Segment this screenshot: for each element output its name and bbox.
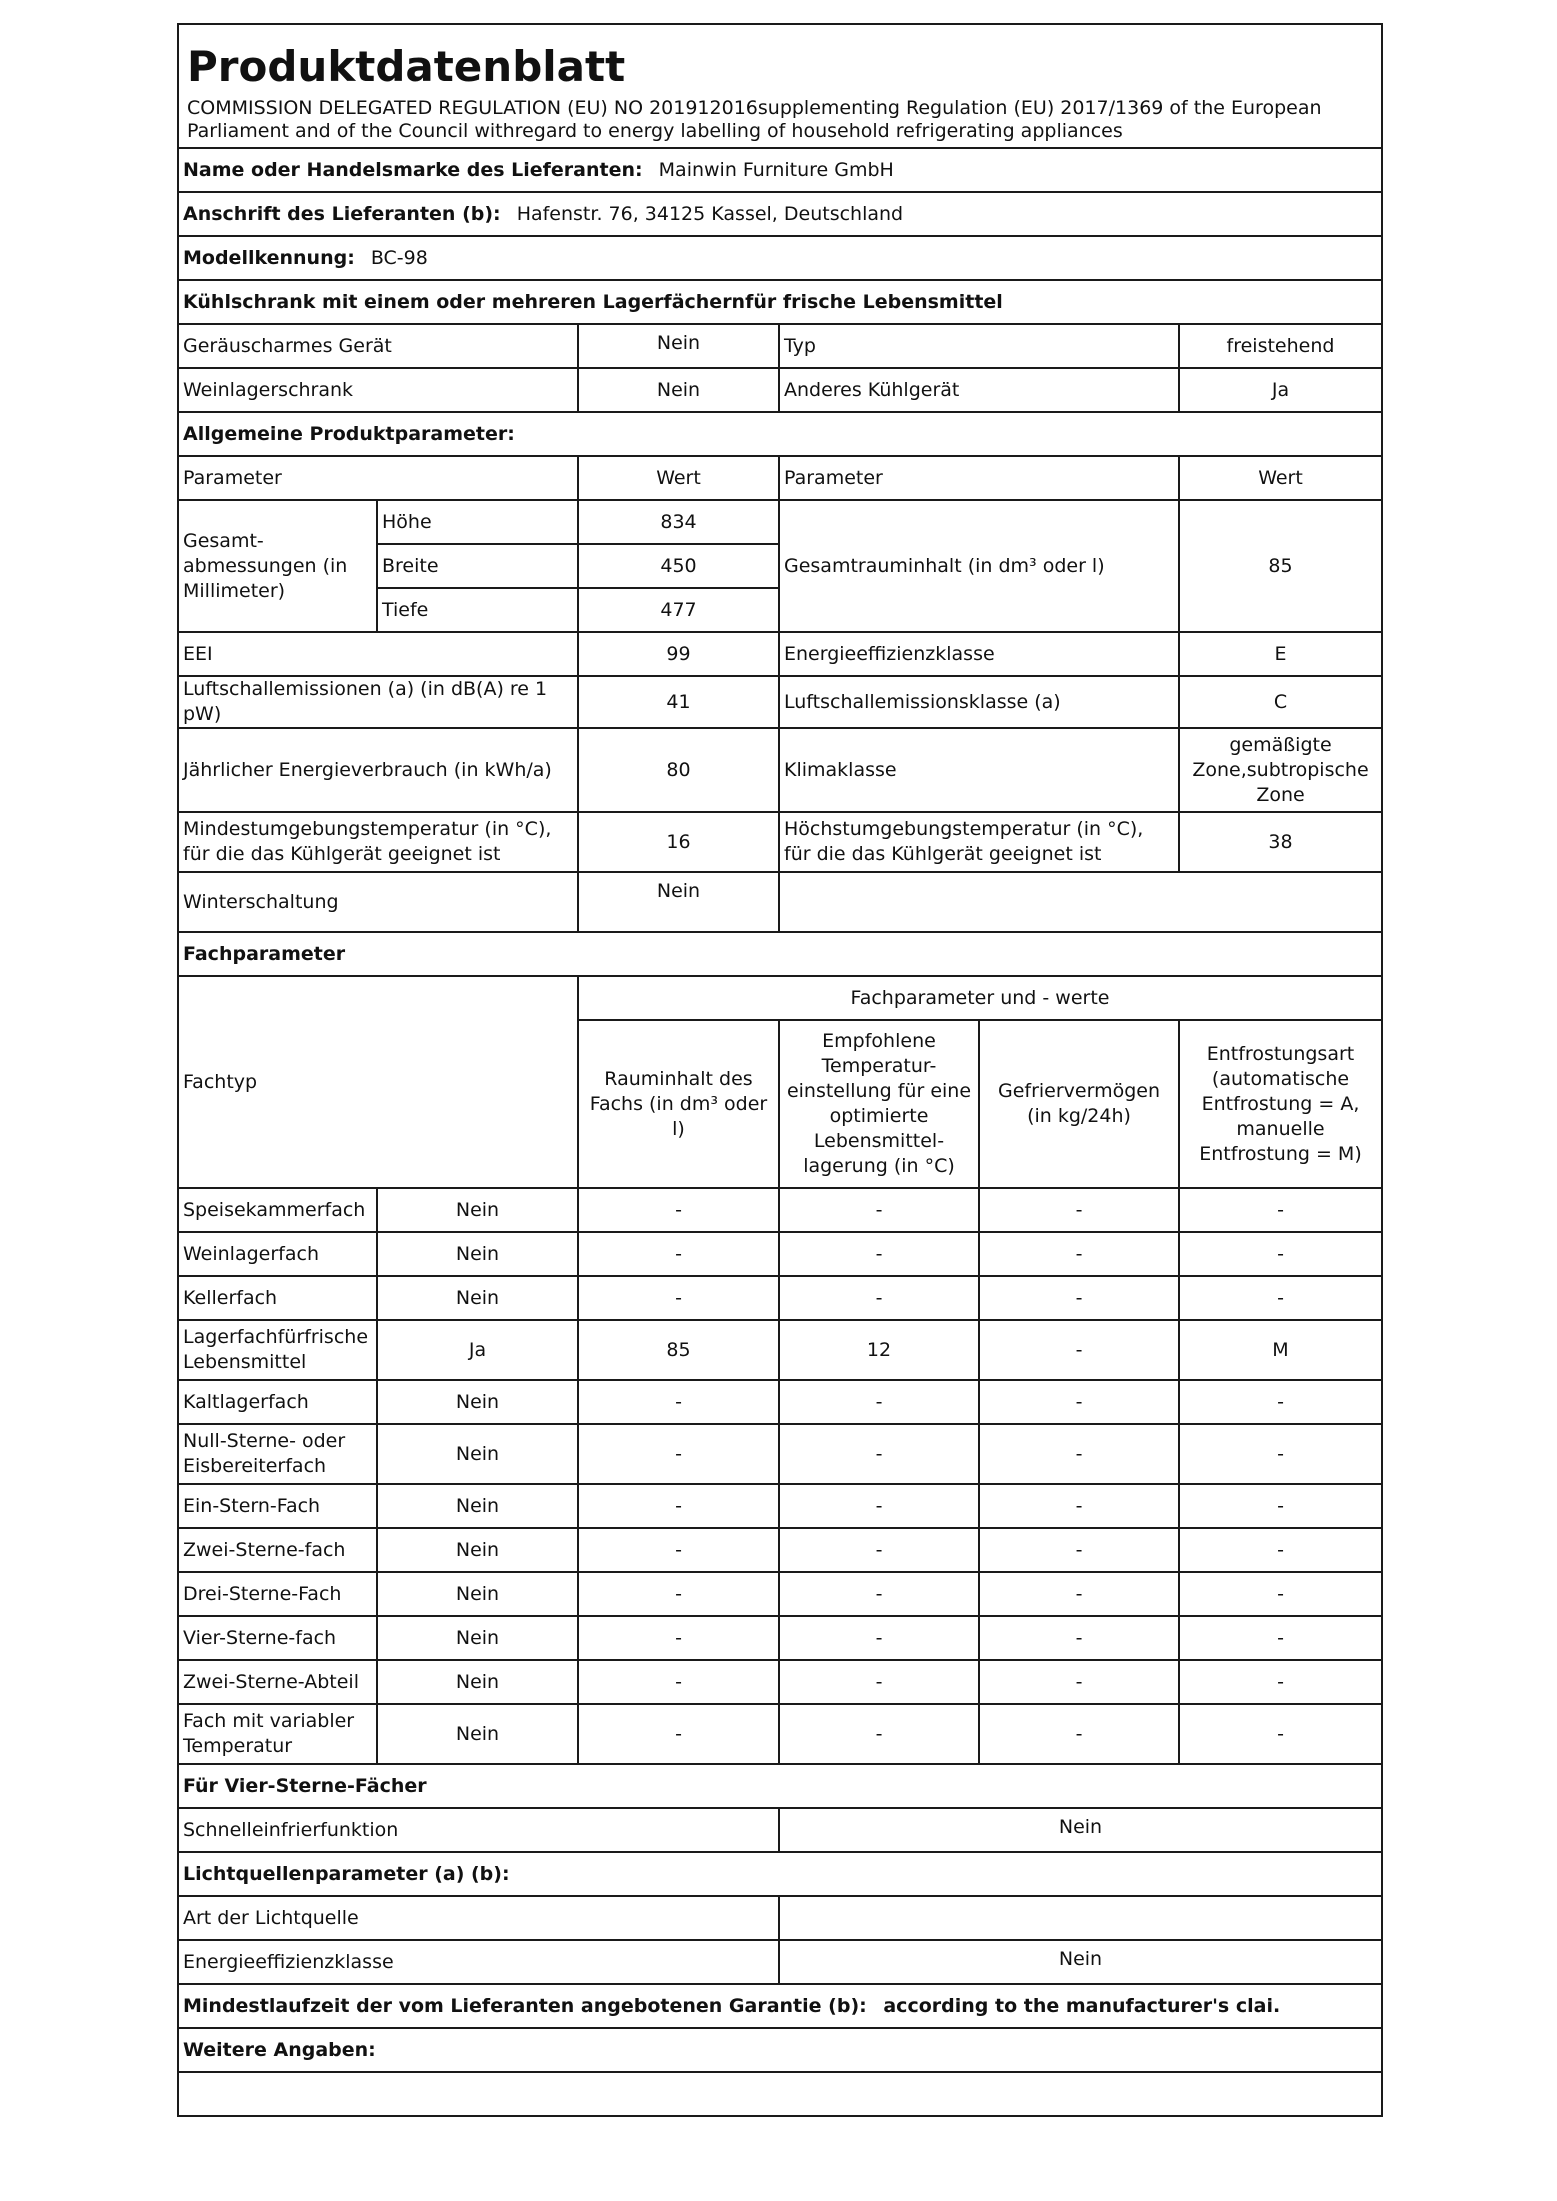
total-volume-value: 85 <box>1179 500 1382 632</box>
compartment-name: Zwei-Sterne-Abteil <box>178 1660 377 1704</box>
wine-cabinet-value: Nein <box>578 368 779 412</box>
type-value: freistehend <box>1179 324 1382 368</box>
compartment-temp: - <box>779 1528 979 1572</box>
compartment-present: Nein <box>377 1424 578 1484</box>
compartment-temp: - <box>779 1572 979 1616</box>
annual-energy-label: Jährlicher Energieverbrauch (in kWh/a) <box>178 728 578 812</box>
table-row <box>178 1484 1382 1528</box>
compartment-present: Nein <box>377 1616 578 1660</box>
min-temp-value: 16 <box>578 812 779 872</box>
page-title: Produktdatenblatt <box>187 42 626 91</box>
compartment-volume: - <box>578 1484 779 1528</box>
value-header-right: Wert <box>1179 456 1382 500</box>
empty-cell <box>779 872 1382 932</box>
depth-label: Tiefe <box>377 588 578 632</box>
compartment-present: Ja <box>377 1320 578 1380</box>
climate-class-value: gemäßigte Zone,subtropische Zone <box>1179 728 1382 812</box>
wine-cabinet-label: Weinlagerschrank <box>178 368 578 412</box>
compartment-volume: - <box>578 1572 779 1616</box>
compartment-type-header: Fachtyp <box>178 976 578 1188</box>
compartment-volume: - <box>578 1616 779 1660</box>
more-info-heading: Weitere Angaben: <box>178 2028 1382 2072</box>
table-row <box>178 1320 1382 1380</box>
low-noise-value: Nein <box>578 324 779 368</box>
col-freeze-header: Gefriervermögen (in kg/24h) <box>979 1020 1179 1188</box>
eei-value: 99 <box>578 632 779 676</box>
compartment-temp: - <box>779 1660 979 1704</box>
compartment-volume: 85 <box>578 1320 779 1380</box>
compartment-freeze: - <box>979 1320 1179 1380</box>
compartment-defrost: - <box>1179 1232 1382 1276</box>
supplier-address-value: Hafenstr. 76, 34125 Kassel, Deutschland <box>516 202 904 225</box>
model-label: Modellkennung: <box>183 246 355 269</box>
compartment-present: Nein <box>377 1232 578 1276</box>
light-energy-class-value: Nein <box>779 1940 1382 1984</box>
light-type-value <box>779 1896 1382 1940</box>
compartment-defrost: - <box>1179 1616 1382 1660</box>
width-label: Breite <box>377 544 578 588</box>
compartment-present: Nein <box>377 1380 578 1424</box>
general-params-heading: Allgemeine Produktparameter: <box>178 412 1382 456</box>
annual-energy-value: 80 <box>578 728 779 812</box>
table-row <box>178 1704 1382 1764</box>
type-label: Typ <box>779 324 1179 368</box>
noise-emission-label: Luftschallemissionen (a) (in dB(A) re 1 pW) <box>178 676 578 728</box>
supplier-name-label: Name oder Handelsmarke des Lieferanten: <box>183 158 643 181</box>
winter-switch-label: Winterschaltung <box>178 872 578 932</box>
warranty-row <box>178 1984 1382 2028</box>
four-star-heading: Für Vier-Sterne-Fächer <box>178 1764 1382 1808</box>
col-defrost-header: Entfrostungsart (automatische Entfrostung = A, manuelle Entfrostung = M) <box>1179 1020 1382 1188</box>
table-row <box>178 1424 1382 1484</box>
compartment-name: Kellerfach <box>178 1276 377 1320</box>
compartment-name: Lagerfachfürfrische Lebensmittel <box>178 1320 377 1380</box>
compartment-present: Nein <box>377 1704 578 1764</box>
compartment-freeze: - <box>979 1660 1179 1704</box>
compartment-defrost: - <box>1179 1704 1382 1764</box>
compartment-freeze: - <box>979 1616 1179 1660</box>
compartment-freeze: - <box>979 1424 1179 1484</box>
product-data-sheet <box>177 23 1381 2117</box>
table-row <box>178 1276 1382 1320</box>
light-type-label: Art der Lichtquelle <box>178 1896 779 1940</box>
param-header-left: Parameter <box>178 456 578 500</box>
model-value: BC-98 <box>370 246 428 269</box>
energy-class-value: E <box>1179 632 1382 676</box>
width-value: 450 <box>578 544 779 588</box>
compartment-present: Nein <box>377 1484 578 1528</box>
category-heading: Kühlschrank mit einem oder mehreren Lagerfächernfür frische Lebensmittel <box>178 280 1382 324</box>
compartment-defrost: - <box>1179 1188 1382 1232</box>
compartment-temp: - <box>779 1704 979 1764</box>
quick-freeze-label: Schnelleinfrierfunktion <box>178 1808 779 1852</box>
model-row <box>178 236 1382 280</box>
compartment-freeze: - <box>979 1188 1179 1232</box>
compartment-temp: - <box>779 1276 979 1320</box>
dimensions-label: Gesamt-abmessungen (in Millimeter) <box>178 500 377 632</box>
value-header-left: Wert <box>578 456 779 500</box>
max-temp-label: Höchstumgebungstemperatur (in °C), für die das Kühlgerät geeignet ist <box>779 812 1179 872</box>
data-sheet-table <box>177 23 1383 2117</box>
compartment-name: Vier-Sterne-fach <box>178 1616 377 1660</box>
height-value: 834 <box>578 500 779 544</box>
compartment-volume: - <box>578 1188 779 1232</box>
table-row <box>178 1572 1382 1616</box>
warranty-label: Mindestlaufzeit der vom Lieferanten angebotenen Garantie (b): <box>183 1994 867 2017</box>
compartment-name: Ein-Stern-Fach <box>178 1484 377 1528</box>
low-noise-label: Geräuscharmes Gerät <box>178 324 578 368</box>
supplier-name-value: Mainwin Furniture GmbH <box>658 158 894 181</box>
compartment-volume: - <box>578 1424 779 1484</box>
col-temp-header: Empfohlene Temperatur-einstellung für eine optimierte Lebensmittel-lagerung (in °C) <box>779 1020 979 1188</box>
compartment-freeze: - <box>979 1704 1179 1764</box>
winter-switch-value: Nein <box>578 872 779 932</box>
compartment-name: Zwei-Sterne-fach <box>178 1528 377 1572</box>
col-volume-header: Rauminhalt des Fachs (in dm³ oder l) <box>578 1020 779 1188</box>
climate-class-label: Klimaklasse <box>779 728 1179 812</box>
noise-emission-value: 41 <box>578 676 779 728</box>
compartment-present: Nein <box>377 1528 578 1572</box>
min-temp-label: Mindestumgebungstemperatur (in °C), für die das Kühlgerät geeignet ist <box>178 812 578 872</box>
light-source-heading: Lichtquellenparameter (a) (b): <box>178 1852 1382 1896</box>
compartment-defrost: - <box>1179 1484 1382 1528</box>
compartment-freeze: - <box>979 1572 1179 1616</box>
compartment-volume: - <box>578 1232 779 1276</box>
compartment-volume: - <box>578 1380 779 1424</box>
supplier-name-row <box>178 148 1382 192</box>
compartment-name: Null-Sterne- oder Eisbereiterfach <box>178 1424 377 1484</box>
table-row <box>178 1660 1382 1704</box>
table-row <box>178 1528 1382 1572</box>
param-header-right: Parameter <box>779 456 1179 500</box>
compartment-group-header: Fachparameter und - werte <box>578 976 1382 1020</box>
eei-label: EEI <box>178 632 578 676</box>
compartment-defrost: - <box>1179 1528 1382 1572</box>
compartment-heading: Fachparameter <box>178 932 1382 976</box>
other-appliance-label: Anderes Kühlgerät <box>779 368 1179 412</box>
compartment-name: Fach mit variabler Temperatur <box>178 1704 377 1764</box>
compartment-freeze: - <box>979 1484 1179 1528</box>
compartment-name: Speisekammerfach <box>178 1188 377 1232</box>
supplier-address-row <box>178 192 1382 236</box>
compartment-name: Kaltlagerfach <box>178 1380 377 1424</box>
max-temp-value: 38 <box>1179 812 1382 872</box>
depth-value: 477 <box>578 588 779 632</box>
regulation-text: COMMISSION DELEGATED REGULATION (EU) NO 201912016supplementing Regulation (EU) 2017/1369 of the European Parliament and of the Council withregard to energy labelling of household refrigerating appliances <box>187 97 1322 142</box>
table-row <box>178 1616 1382 1660</box>
supplier-address-label: Anschrift des Lieferanten (b): <box>183 202 501 225</box>
other-appliance-value: Ja <box>1179 368 1382 412</box>
compartment-volume: - <box>578 1704 779 1764</box>
compartment-freeze: - <box>979 1232 1179 1276</box>
compartment-present: Nein <box>377 1660 578 1704</box>
quick-freeze-value: Nein <box>779 1808 1382 1852</box>
compartment-name: Weinlagerfach <box>178 1232 377 1276</box>
compartment-defrost: - <box>1179 1572 1382 1616</box>
compartment-defrost: - <box>1179 1424 1382 1484</box>
light-energy-class-label: Energieeffizienzklasse <box>178 1940 779 1984</box>
height-label: Höhe <box>377 500 578 544</box>
compartment-defrost: - <box>1179 1276 1382 1320</box>
table-row <box>178 1380 1382 1424</box>
compartment-temp: - <box>779 1380 979 1424</box>
compartment-volume: - <box>578 1660 779 1704</box>
compartment-name: Drei-Sterne-Fach <box>178 1572 377 1616</box>
compartment-present: Nein <box>377 1276 578 1320</box>
total-volume-label: Gesamtrauminhalt (in dm³ oder l) <box>779 500 1179 632</box>
noise-class-label: Luftschallemissionsklasse (a) <box>779 676 1179 728</box>
compartment-freeze: - <box>979 1276 1179 1320</box>
compartment-temp: 12 <box>779 1320 979 1380</box>
more-info-value <box>178 2072 1382 2116</box>
compartment-present: Nein <box>377 1188 578 1232</box>
table-row <box>178 1232 1382 1276</box>
noise-class-value: C <box>1179 676 1382 728</box>
compartment-temp: - <box>779 1424 979 1484</box>
compartment-freeze: - <box>979 1380 1179 1424</box>
compartment-temp: - <box>779 1188 979 1232</box>
energy-class-label: Energieeffizienzklasse <box>779 632 1179 676</box>
compartment-temp: - <box>779 1232 979 1276</box>
compartment-freeze: - <box>979 1528 1179 1572</box>
compartment-volume: - <box>578 1276 779 1320</box>
compartment-temp: - <box>779 1484 979 1528</box>
compartment-defrost: M <box>1179 1320 1382 1380</box>
compartment-temp: - <box>779 1616 979 1660</box>
compartment-defrost: - <box>1179 1660 1382 1704</box>
compartment-present: Nein <box>377 1572 578 1616</box>
compartment-volume: - <box>578 1528 779 1572</box>
table-row <box>178 1188 1382 1232</box>
compartment-defrost: - <box>1179 1380 1382 1424</box>
warranty-value: according to the manufacturer's clai. <box>883 1994 1281 2017</box>
